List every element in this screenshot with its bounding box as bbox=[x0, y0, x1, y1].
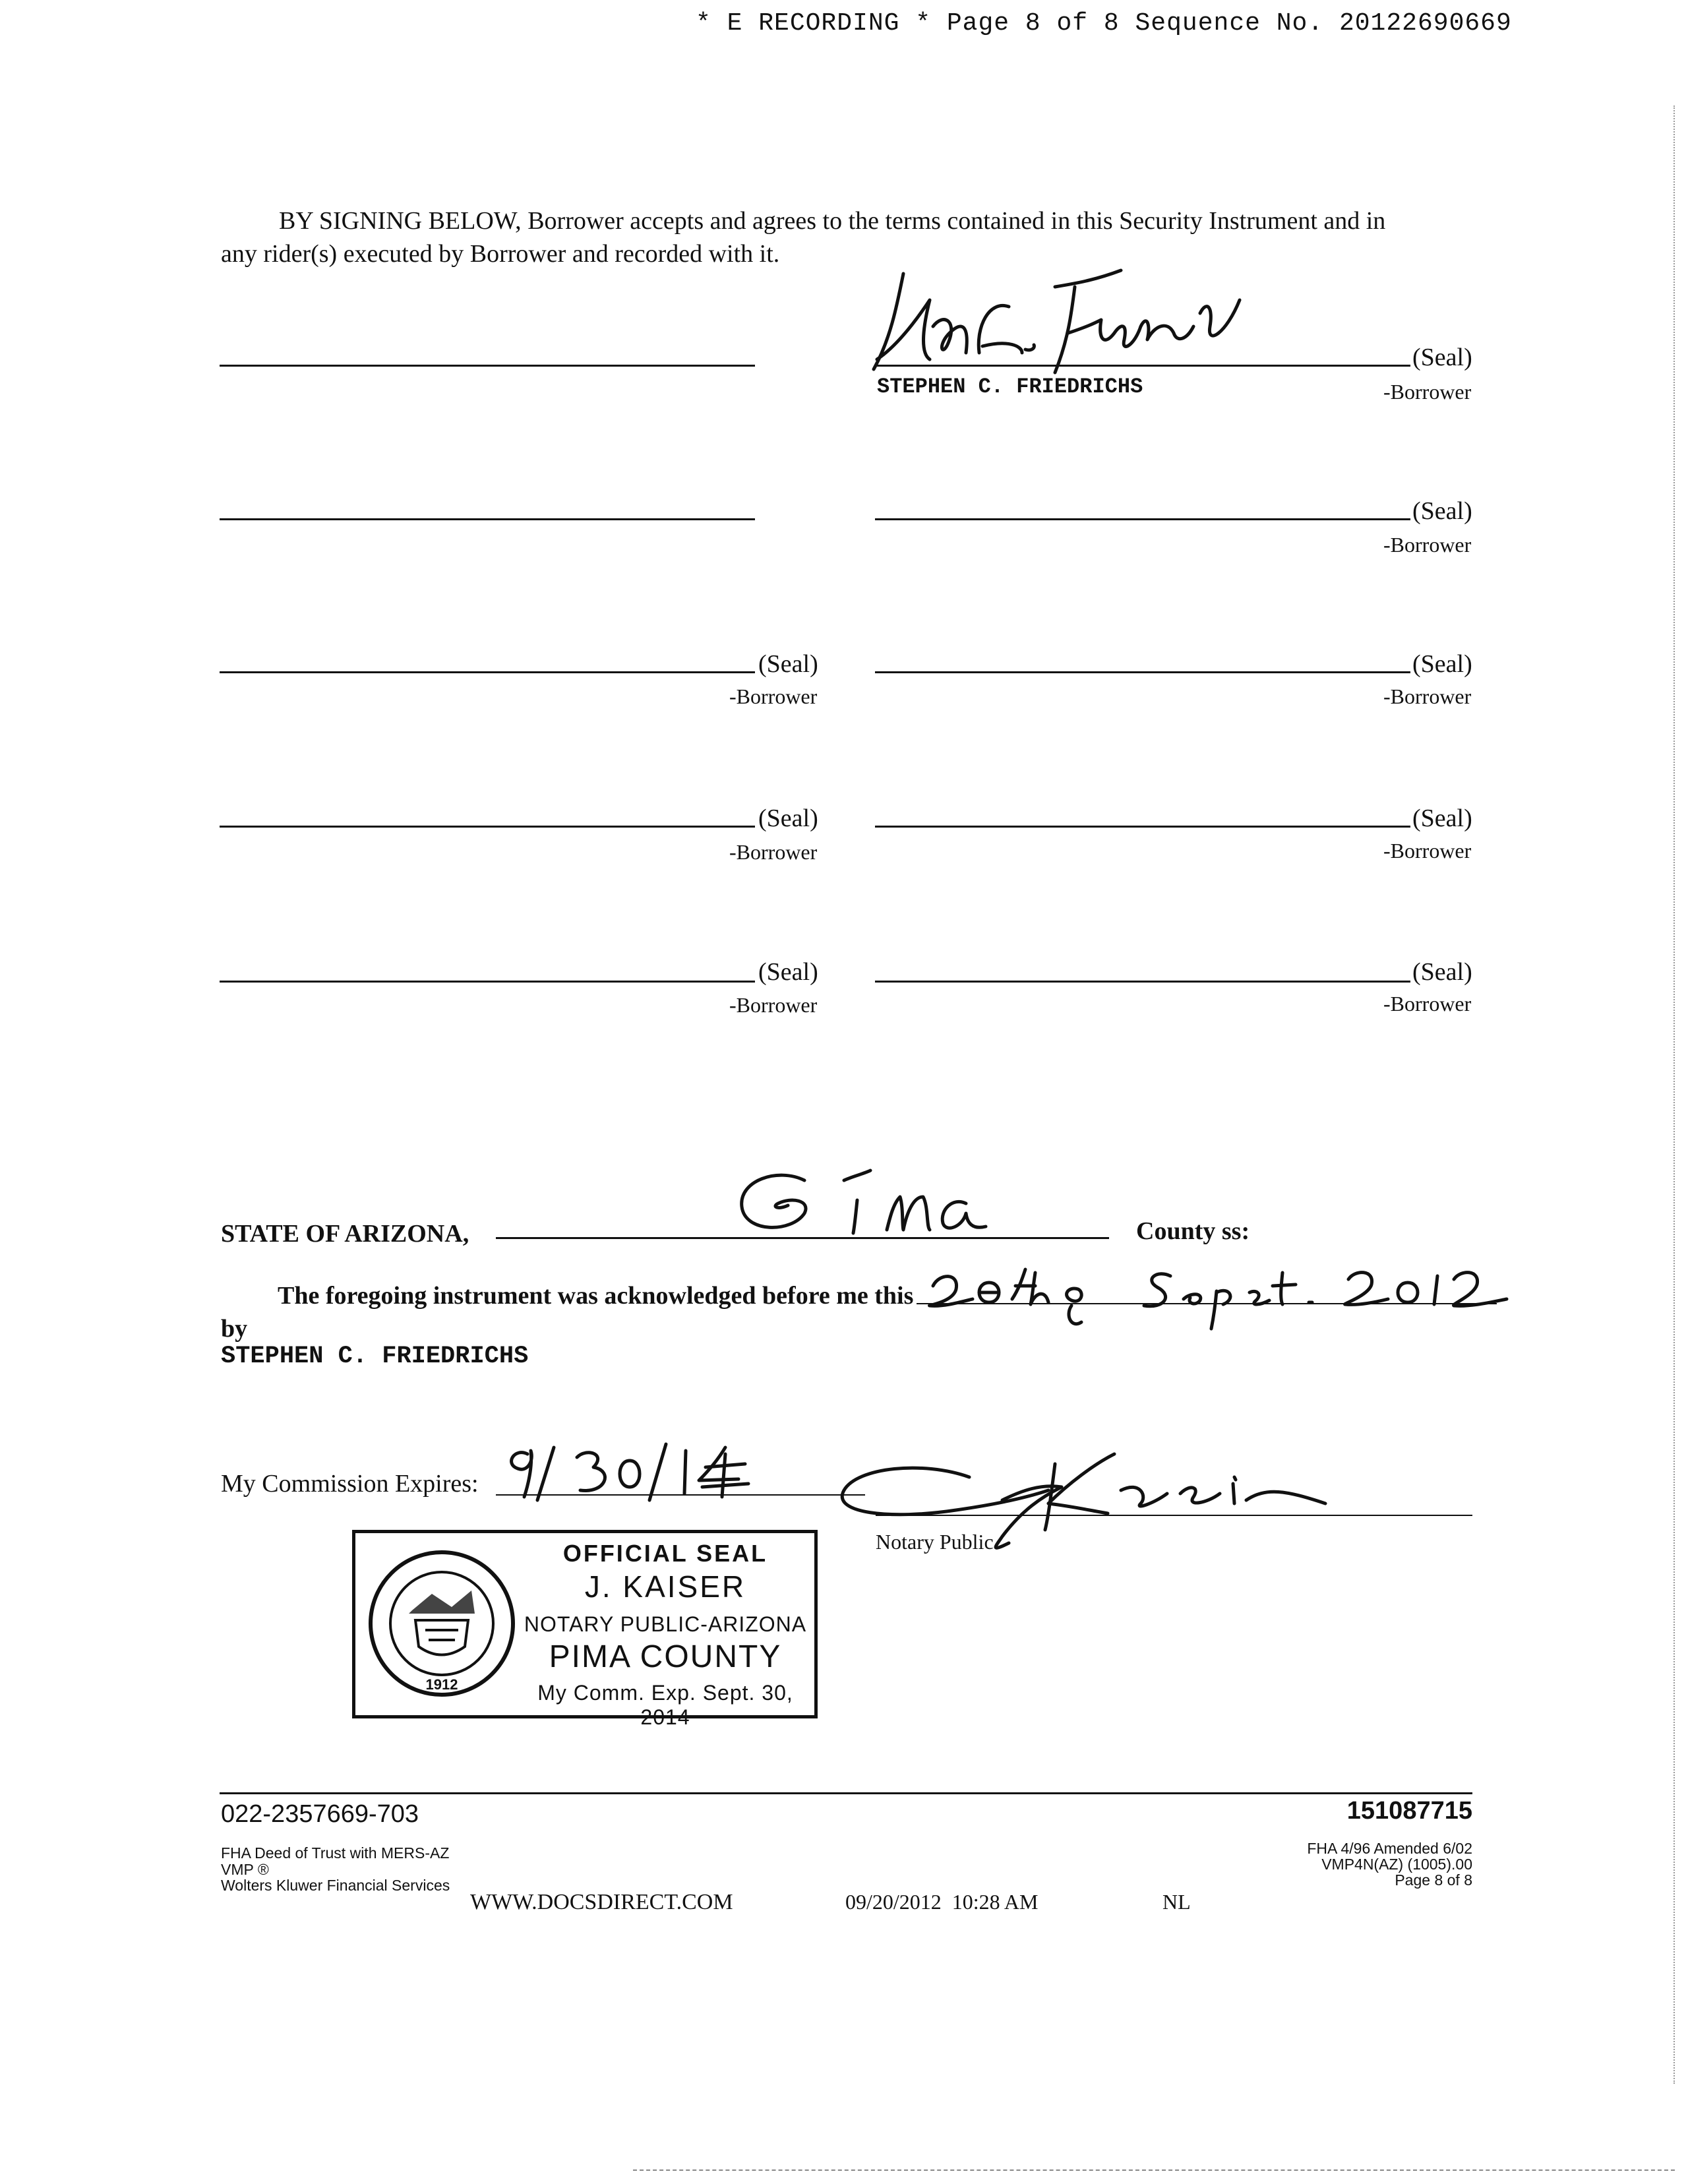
borrower-label-right-5: -Borrower bbox=[1383, 992, 1472, 1016]
official-seal-stamp bbox=[352, 1530, 818, 1729]
borrower-printed-name: STEPHEN C. FRIEDRICHS bbox=[877, 375, 1143, 399]
signature-line-left-5 bbox=[220, 981, 755, 983]
page-indicator: Page 8 of 8 bbox=[1395, 1871, 1472, 1889]
by-label: by bbox=[221, 1315, 248, 1343]
borrower-label-right-3: -Borrower bbox=[1383, 684, 1472, 708]
signature-line-left-2 bbox=[220, 518, 755, 520]
vendor-name: Wolters Kluwer Financial Services bbox=[221, 1877, 450, 1894]
notary-public-label: Notary Public bbox=[876, 1530, 994, 1554]
seal-label-right-2: (Seal) bbox=[1412, 497, 1472, 525]
stamp-role: NOTARY PUBLIC-ARIZONA bbox=[524, 1612, 807, 1636]
svg-text:1912: 1912 bbox=[425, 1676, 458, 1693]
seal-label-right-1: (Seal) bbox=[1412, 344, 1472, 371]
scan-bottom-rule bbox=[633, 2169, 1675, 2171]
form-name: FHA Deed of Trust with MERS-AZ bbox=[221, 1844, 450, 1862]
seal-label-left-3: (Seal) bbox=[758, 650, 818, 678]
signature-line-left-3 bbox=[220, 671, 755, 673]
intro-paragraph bbox=[221, 204, 1474, 270]
signature-line-right-3 bbox=[875, 671, 1410, 673]
county-handwriting bbox=[712, 1167, 1055, 1246]
intro-text-line-2: any rider(s) executed by Borrower and recorded with it. bbox=[221, 240, 780, 268]
preparer-initials: NL bbox=[1162, 1890, 1191, 1914]
footer-rule bbox=[220, 1792, 1472, 1794]
seal-label-left-4: (Seal) bbox=[758, 804, 818, 832]
form-code: VMP4N(AZ) (1005).00 bbox=[1321, 1856, 1472, 1873]
seal-label-right-4: (Seal) bbox=[1412, 804, 1472, 832]
stamp-title: OFFICIAL SEAL bbox=[562, 1540, 768, 1567]
signature-line-left-1 bbox=[220, 365, 755, 367]
arizona-state-seal-icon bbox=[366, 1548, 518, 1699]
borrower-label-right-2: -Borrower bbox=[1383, 533, 1472, 557]
commission-date-handwriting bbox=[488, 1434, 778, 1507]
seal-label-left-5: (Seal) bbox=[758, 958, 818, 986]
document-number: 151087715 bbox=[1346, 1797, 1472, 1825]
signature-line-right-5 bbox=[875, 981, 1410, 983]
borrower-label-left-5: -Borrower bbox=[729, 993, 818, 1017]
commission-label: My Commission Expires: bbox=[221, 1470, 479, 1498]
acknowledgement-date-handwriting bbox=[913, 1253, 1513, 1339]
vmp-mark: VMP ® bbox=[221, 1861, 269, 1878]
print-timestamp: 09/20/2012 10:28 AM bbox=[845, 1890, 1039, 1914]
signature-line-right-4 bbox=[875, 826, 1410, 828]
acknowledgement-text: The foregoing instrument was acknowledged before me this bbox=[278, 1282, 914, 1310]
stamp-county: PIMA COUNTY bbox=[549, 1639, 782, 1674]
stamp-expiration: My Comm. Exp. Sept. 30, 2014 bbox=[537, 1681, 793, 1729]
borrower-label-left-3: -Borrower bbox=[729, 684, 818, 708]
state-label: STATE OF ARIZONA, bbox=[221, 1220, 469, 1248]
notary-signature bbox=[831, 1438, 1358, 1556]
signature-line-left-4 bbox=[220, 826, 755, 828]
seal-label-right-5: (Seal) bbox=[1412, 958, 1472, 986]
signature-line-right-2 bbox=[875, 518, 1410, 520]
stamp-notary-name: J. KAISER bbox=[584, 1569, 746, 1604]
recording-header: * E RECORDING * Page 8 of 8 Sequence No. 20122690669 bbox=[696, 9, 1512, 38]
website: WWW.DOCSDIRECT.COM bbox=[470, 1890, 733, 1914]
loan-number: 022-2357669-703 bbox=[221, 1800, 419, 1828]
acknowledged-name: STEPHEN C. FRIEDRICHS bbox=[221, 1343, 529, 1370]
intro-text-line-1: Borrower accepts and agrees to the terms contained in this Security Instrument and in bbox=[521, 207, 1386, 235]
intro-lead: BY SIGNING BELOW, bbox=[279, 207, 522, 235]
seal-label-right-3: (Seal) bbox=[1412, 650, 1472, 678]
form-version: FHA 4/96 Amended 6/02 bbox=[1307, 1840, 1472, 1857]
borrower-signature bbox=[857, 260, 1253, 379]
scan-edge-mark bbox=[1673, 106, 1675, 2084]
county-label: County ss: bbox=[1136, 1217, 1250, 1245]
borrower-label-right-1: -Borrower bbox=[1383, 380, 1472, 404]
borrower-label-left-4: -Borrower bbox=[729, 840, 818, 864]
borrower-label-right-4: -Borrower bbox=[1383, 839, 1472, 863]
acknowledgement-date-line bbox=[917, 1303, 1497, 1304]
